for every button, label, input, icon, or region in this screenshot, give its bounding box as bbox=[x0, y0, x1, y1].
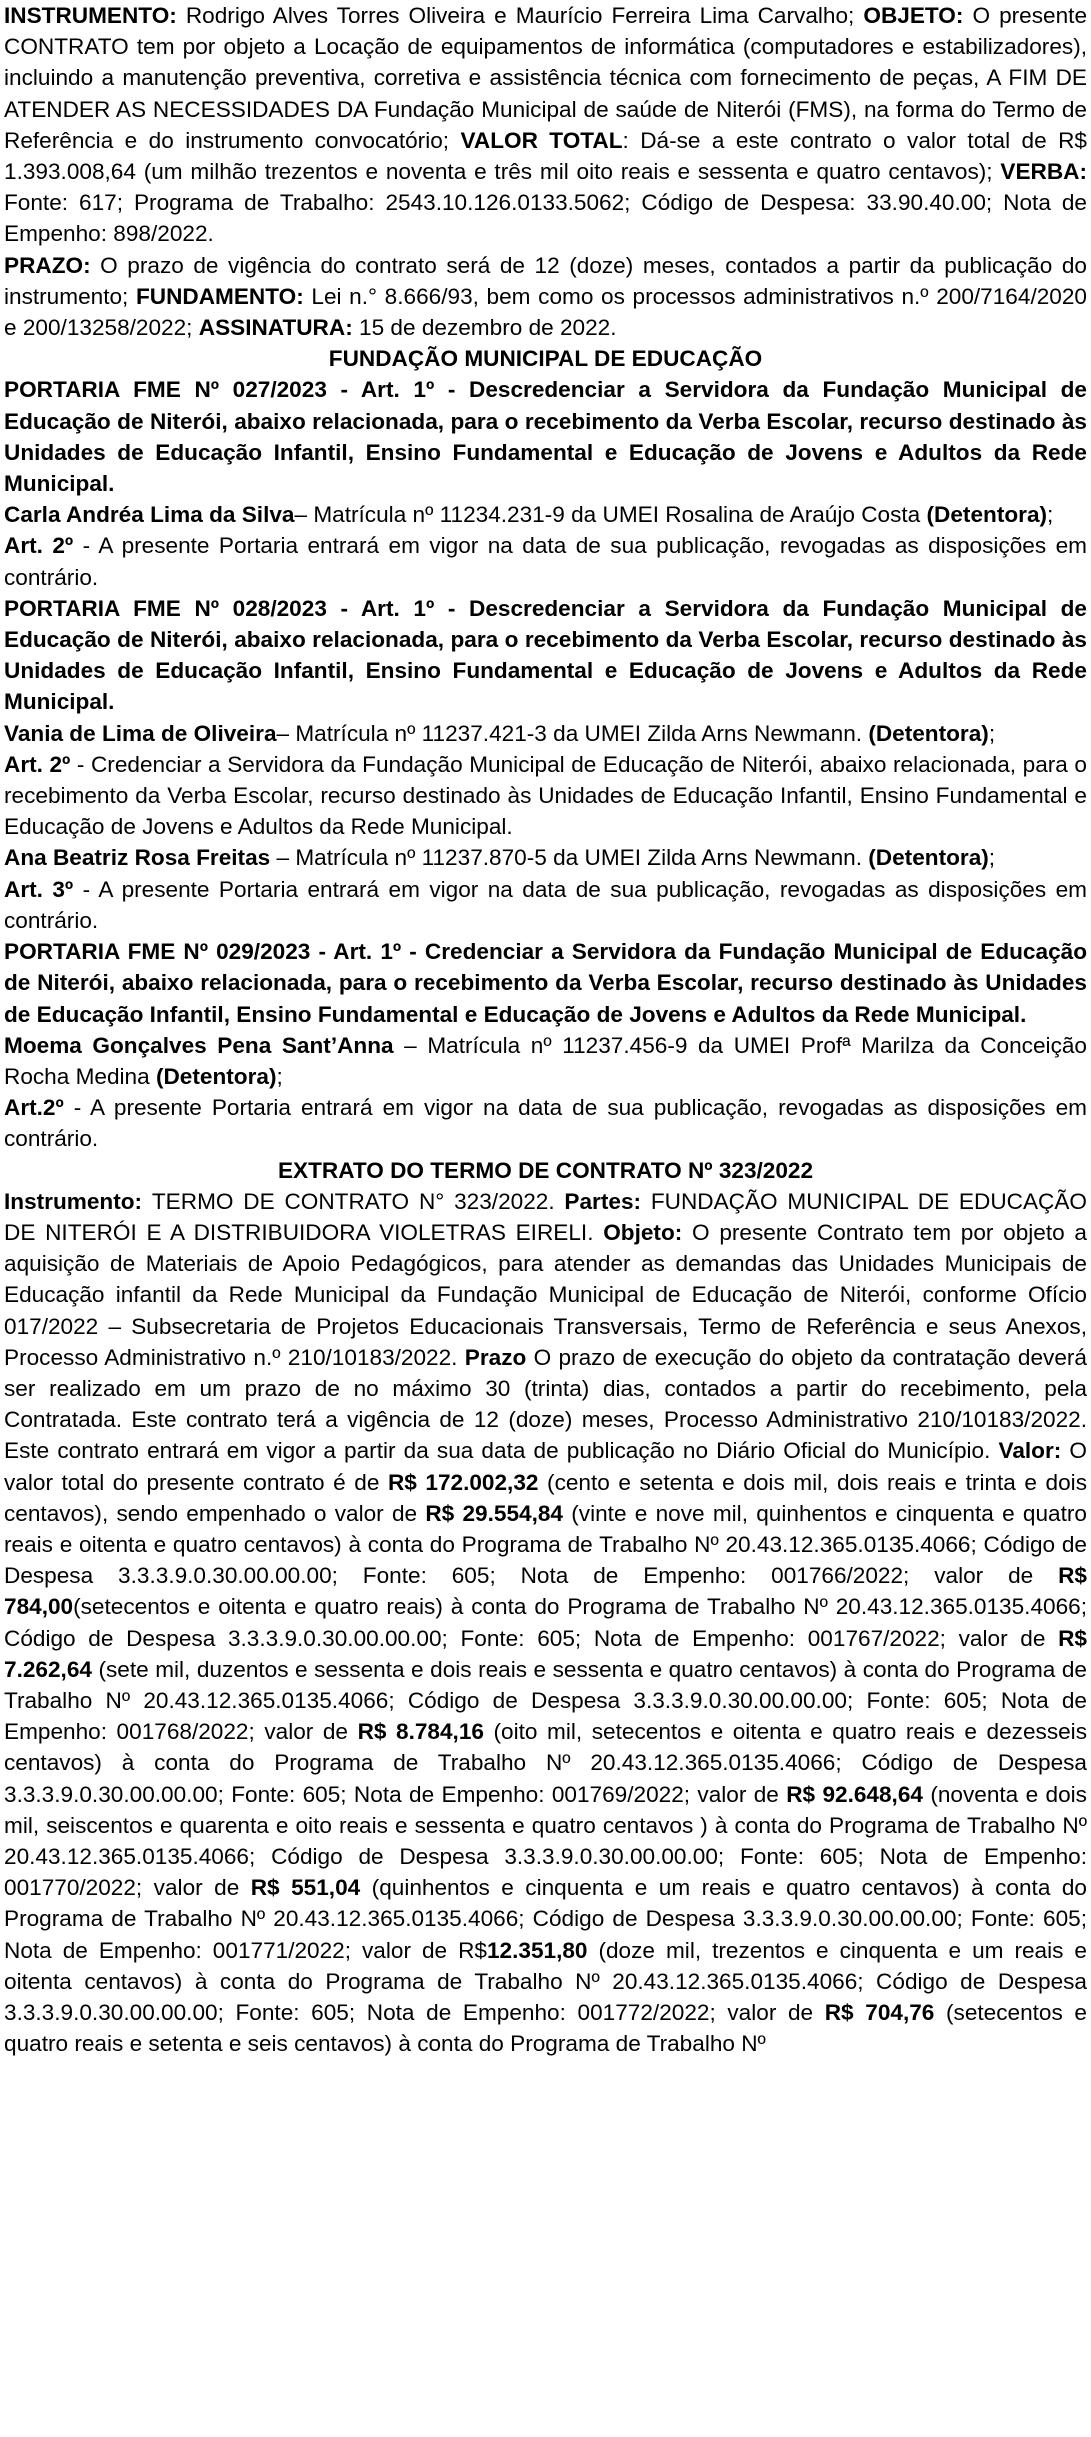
document-paragraph bbox=[4, 718, 1087, 749]
document-paragraph bbox=[4, 1030, 1087, 1092]
bold-text-run: (Detentora) bbox=[868, 845, 989, 871]
bold-text-run: R$ 29.554,84 bbox=[425, 1500, 563, 1526]
text-run: ; bbox=[276, 1063, 283, 1089]
document-paragraph bbox=[4, 1186, 1087, 2060]
bold-text-run: Vania de Lima de Oliveira bbox=[4, 720, 277, 746]
document-paragraph bbox=[4, 842, 1087, 873]
bold-text-run: Art.2º bbox=[4, 1095, 64, 1121]
bold-text-run: Art. 2º bbox=[4, 751, 71, 777]
document-paragraph bbox=[4, 593, 1087, 718]
text-run: Fonte: 617; Programa de Trabalho: 2543.10.126.0133.5062; Código de Despesa: 33.90.40.00; Nota de Empenho: 898/2022. bbox=[4, 190, 1087, 247]
text-run: – Matrícula nº 11237.421-3 da UMEI Zilda Arns Newmann. bbox=[276, 720, 869, 746]
document-paragraph bbox=[4, 374, 1087, 499]
text-run: ; bbox=[1047, 502, 1054, 528]
text-run: - Credenciar a Servidora da Fundação Municipal de Educação de Niterói, abaixo relacionada, para o recebimento da Verba Escolar, recurso destinado às Unidades de Educação Infantil, Ensino Fundamental e Educação de Jovens e Adultos da Rede Municipal. bbox=[4, 751, 1088, 840]
text-run: O prazo de vigência do contrato será de 12 (doze) meses, contados a partir da publicação do instrumento; bbox=[4, 252, 1087, 309]
bold-text-run: Partes: bbox=[564, 1188, 651, 1214]
bold-text-run: ASSINATURA: bbox=[198, 315, 359, 341]
text-run: : Dá-se a este contrato o valor total de R$ 1.393.008,64 (um milhão trezentos e noventa e três mil oito reais e sessenta e quatro centavos); bbox=[4, 127, 1087, 185]
document-paragraph bbox=[4, 936, 1087, 1030]
text-run: O prazo de execução do objeto da contratação deverá ser realizado em um prazo de no máximo 30 (trinta) dias, contados a partir do recebimento, pela Contratada. Este contrato terá a vigência de 12 (doze) meses, Processo Administrativo 210/10183/2022. Este contrato entrará em vigor a partir da sua data de publicação no Diário Oficial do Município. bbox=[4, 1344, 1087, 1464]
text-run: 15 de dezembro de 2022. bbox=[359, 315, 617, 341]
text-run: (vinte e nove mil, quinhentos e cinquenta e quatro reais e oitenta e quatro centavos) à conta do Programa de Trabalho Nº 20.43.12.365.0135.4066; Código de Despesa 3.3.3.9.0.30.00.00.00; Fonte: 605; Nota de Empenho: 001766/2022; valor de bbox=[4, 1500, 1087, 1589]
bold-text-run: (Detentora) bbox=[868, 720, 989, 746]
bold-text-run: EXTRATO DO TERMO DE CONTRATO Nº 323/2022 bbox=[277, 1157, 814, 1183]
document-paragraph bbox=[4, 250, 1087, 344]
bold-text-run: R$ 92.648,64 bbox=[786, 1781, 923, 1807]
text-run: Rodrigo Alves Torres Oliveira e Maurício Ferreira Lima Carvalho; bbox=[185, 3, 864, 28]
text-run: (quinhentos e cinquenta e um reais e quatro centavos) à conta do Programa de Trabalho Nº 20.43.12.365.0135.4066; Código de Despesa 3.3.3.9.0.30.00.00.00; Fonte: 605; Nota de Empenho: 001771/2022; valor de R$ bbox=[4, 1875, 1087, 1963]
text-run: (noventa e dois mil, seiscentos e quarenta e oito reais e sessenta e quatro centavos ) à conta do Programa de Trabalho Nº 20.43.12.365.0135.4066; Código de Despesa 3.3.3.9.0.30.00.00.00; Fonte: 605; Nota de Empenho: 001770/2022; valor de bbox=[4, 1781, 1087, 1901]
document-paragraph bbox=[4, 1092, 1087, 1154]
bold-text-run: R$ 172.002,32 bbox=[387, 1469, 539, 1495]
bold-text-run: R$ 8.784,16 bbox=[357, 1719, 484, 1745]
bold-text-run: Art. 3º bbox=[4, 876, 74, 902]
bold-text-run: (Detentora) bbox=[155, 1063, 277, 1089]
text-run: ; bbox=[988, 845, 996, 871]
text-run: O presente CONTRATO tem por objeto a Locação de equipamentos de informática (computadores e estabilizadores), incluindo a manutenção preventiva, corretiva e assistência técnica com fornecimento de peças, A FIM DE ATENDER AS NECESSIDADES DA Fundação Municipal de saúde de Niterói (FMS), na forma do Termo de Referência e do instrumento convocatório; bbox=[4, 3, 1088, 153]
bold-text-run: R$ 551,04 bbox=[250, 1875, 361, 1901]
bold-text-run: Ana Beatriz Rosa Freitas bbox=[4, 845, 271, 871]
document-paragraph bbox=[4, 874, 1087, 936]
text-run: – Matrícula nº 11237.456-9 da UMEI Profª Marilza da Conceição Rocha Medina bbox=[4, 1032, 1087, 1089]
bold-text-run: PORTARIA FME Nº 028/2023 - Art. 1º - Descredenciar a Servidora da Fundação Municipal de Educação de Niterói, abaixo relacionada, para o recebimento da Verba Escolar, recurso destinado às Unidades de Educação Infantil, Ensino Fundamental e Educação de Jovens e Adultos da Rede Municipal. bbox=[4, 595, 1087, 715]
bold-text-run: Carla Andréa Lima da Silva bbox=[4, 502, 295, 528]
bold-text-run: VALOR TOTAL bbox=[460, 127, 623, 153]
bold-text-run: INSTRUMENTO: bbox=[4, 3, 186, 28]
bold-text-run: OBJETO: bbox=[863, 3, 973, 28]
bold-text-run: PRAZO: bbox=[4, 252, 101, 278]
bold-text-run: Prazo bbox=[464, 1344, 534, 1370]
text-run: (setecentos e oitenta e quatro reais) à conta do Programa de Trabalho Nº 20.43.12.365.0135.4066; Código de Despesa 3.3.3.9.0.30.00.00.00; Fonte: 605; Nota de Empenho: 001767/2022; valor de bbox=[4, 1594, 1087, 1651]
section-heading bbox=[4, 343, 1087, 374]
text-run: - A presente Portaria entrará em vigor na data de sua publicação, revogadas as disposições em contrário. bbox=[4, 533, 1087, 590]
text-run: – Matrícula nº 11237.870-5 da UMEI Zilda Arns Newmann. bbox=[270, 845, 869, 871]
document-paragraph bbox=[4, 530, 1087, 592]
section-heading bbox=[4, 1155, 1087, 1186]
bold-text-run: PORTARIA FME Nº 027/2023 - Art. 1º - Descredenciar a Servidora da Fundação Municipal de Educação de Niterói, abaixo relacionada, para o recebimento da Verba Escolar, recurso destinado às Unidades de Educação Infantil, Ensino Fundamental e Educação de Jovens e Adultos da Rede Municipal. bbox=[4, 377, 1087, 497]
bold-text-run: R$ 7.262,64 bbox=[4, 1625, 1087, 1682]
text-run: FUNDAÇÃO MUNICIPAL DE EDUCAÇÃO DE NITERÓI E A DISTRIBUIDORA VIOLETRAS EIRELI. bbox=[4, 1188, 1087, 1245]
text-run: - A presente Portaria entrará em vigor na data de sua publicação, revogadas as disposições em contrário. bbox=[4, 876, 1087, 933]
bold-text-run: Valor: bbox=[998, 1438, 1070, 1464]
bold-text-run: Art. 2º bbox=[4, 533, 74, 559]
text-run: (doze mil, trezentos e cinquenta e um reais e oitenta centavos) à conta do Programa de Trabalho Nº 20.43.12.365.0135.4066; Código de Despesa 3.3.3.9.0.30.00.00.00; Fonte: 605; Nota de Empenho: 001772/2022; valor de bbox=[4, 1937, 1087, 2025]
bold-text-run: R$ 784,00 bbox=[4, 1563, 1087, 1620]
bold-text-run: FUNDAÇÃO MUNICIPAL DE EDUCAÇÃO bbox=[328, 346, 763, 372]
text-run: (setecentos e quatro reais e setenta e seis centavos) à conta do Programa de Trabalho Nº bbox=[4, 2000, 1087, 2057]
text-run: – Matrícula nº 11234.231-9 da UMEI Rosalina de Araújo Costa bbox=[294, 502, 927, 528]
document-paragraph bbox=[4, 499, 1087, 530]
bold-text-run: Moema Gonçalves Pena Sant’Anna bbox=[4, 1032, 394, 1058]
bold-text-run: Objeto: bbox=[603, 1219, 693, 1245]
bold-text-run: (Detentora) bbox=[926, 502, 1048, 528]
bold-text-run: VERBA: bbox=[1000, 159, 1087, 185]
bold-text-run: PORTARIA FME Nº 029/2023 - Art. 1º - Credenciar a Servidora da Fundação Municipal de Educação de Niterói, abaixo relacionada, para o recebimento da Verba Escolar, recurso destinado às Unidades de Educação Infantil, Ensino Fundamental e Educação de Jovens e Adultos da Rede Municipal. bbox=[4, 939, 1087, 1027]
text-run: O presente Contrato tem por objeto a aquisição de Materiais de Apoio Pedagógicos, para atender as demandas das Unidades Municipais de Educação infantil da Rede Municipal da Fundação Municipal de Educação de Niterói, conforme Ofício 017/2022 – Subsecretaria de Projetos Educacionais Transversais, Termo de Referência e seus Anexos, Processo Administrativo n.º 210/10183/2022. bbox=[4, 1219, 1087, 1370]
text-run: (sete mil, duzentos e sessenta e dois reais e sessenta e quatro centavos) à conta do Programa de Trabalho Nº 20.43.12.365.0135.4066; Código de Despesa 3.3.3.9.0.30.00.00.00; Fonte: 605; Nota de Empenho: 001768/2022; valor de bbox=[4, 1656, 1087, 1745]
bold-text-run: R$ 704,76 bbox=[824, 2000, 935, 2025]
text-run: ; bbox=[988, 720, 996, 746]
document-paragraph bbox=[4, 749, 1087, 843]
text-run: Lei n.° 8.666/93, bem como os processos administrativos n.º 200/7164/2020 e 200/13258/2022; bbox=[4, 283, 1087, 341]
bold-text-run: FUNDAMENTO: bbox=[135, 283, 312, 309]
text-run: - A presente Portaria entrará em vigor na data de sua publicação, revogadas as disposições em contrário. bbox=[4, 1095, 1087, 1152]
bold-text-run: 12.351,80 bbox=[486, 1937, 588, 1963]
text-run: TERMO DE CONTRATO N° 323/2022. bbox=[151, 1188, 565, 1214]
document-paragraph bbox=[4, 0, 1087, 250]
bold-text-run: Instrumento: bbox=[4, 1188, 152, 1214]
text-run: O valor total do presente contrato é de bbox=[4, 1438, 1087, 1495]
text-run: (oito mil, setecentos e oitenta e quatro reais e dezesseis centavos) à conta do Programa de Trabalho Nº 20.43.12.365.0135.4066; Código de Despesa 3.3.3.9.0.30.00.00.00; Fonte: 605; Nota de Empenho: 001769/2022; valor de bbox=[4, 1719, 1087, 1807]
text-run: (cento e setenta e dois mil, dois reais e trinta e dois centavos), sendo empenhado o valor de bbox=[4, 1469, 1087, 1526]
